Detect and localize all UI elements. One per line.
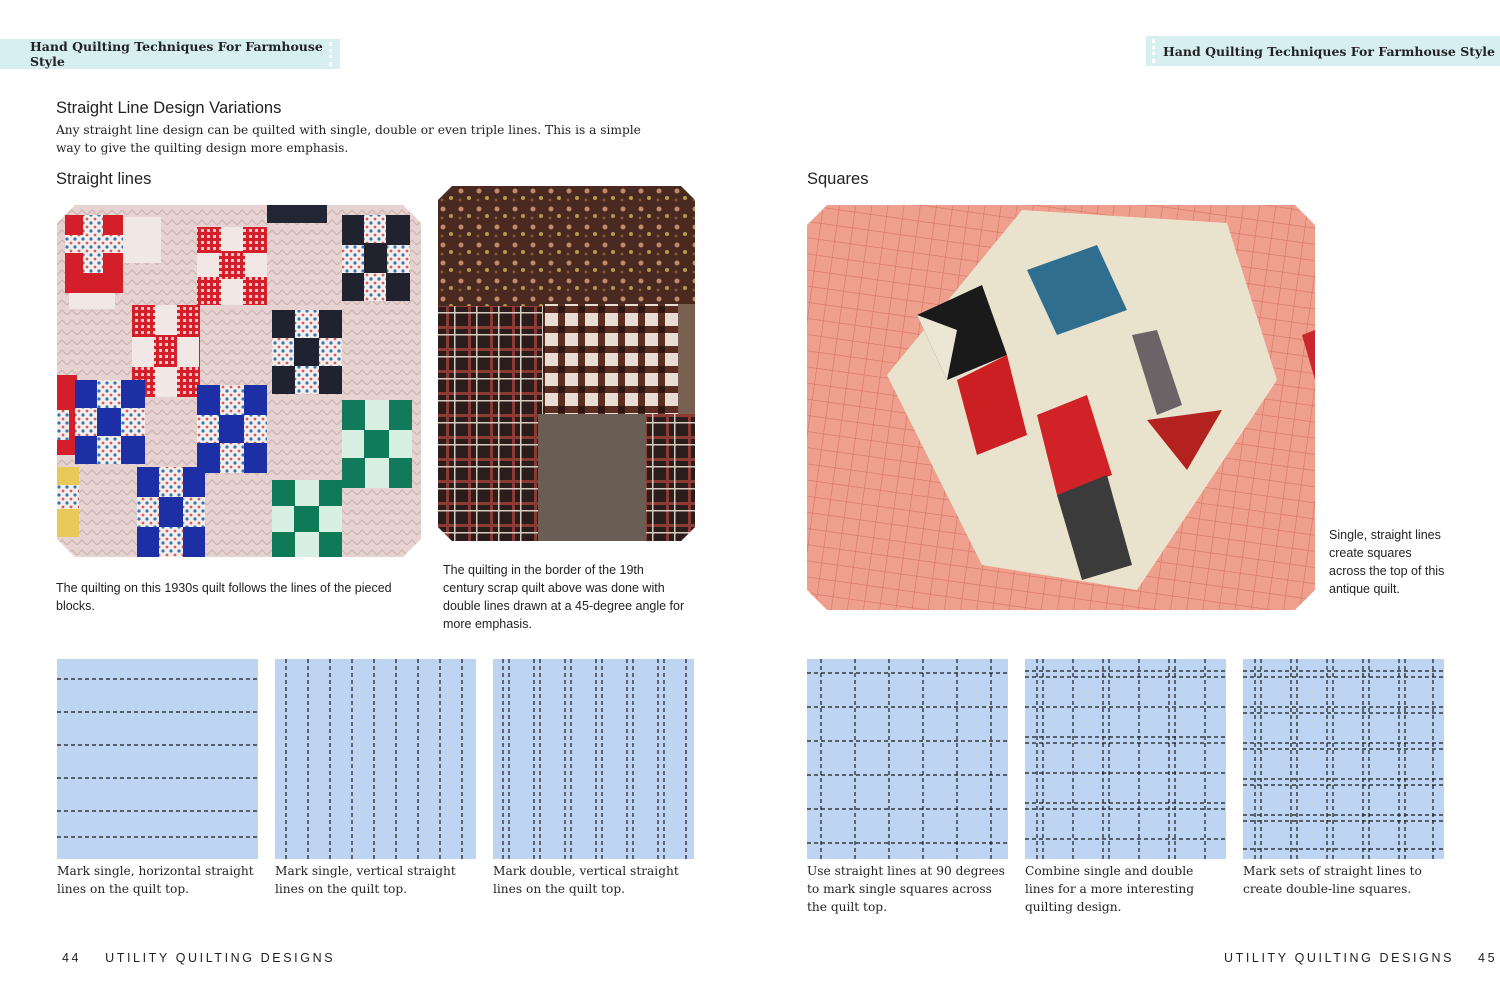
intro-paragraph: Any straight line design can be quilted with single, double or even triple lines. This is a simple way to give the quilting design more emphasis.	[56, 123, 641, 155]
footer-right	[1224, 951, 1497, 965]
diagram-caption-single-squares: Use straight lines at 90 degrees to mark single squares across the quilt top.	[807, 864, 1005, 914]
diagram-single-horizontal-lines	[57, 659, 258, 859]
photo-antique-quilt-squares	[807, 205, 1315, 610]
running-header-right-text: Hand Quilting Techniques For Farmhouse Style	[1163, 43, 1495, 59]
page-number-left: 44	[62, 951, 82, 965]
diagram-svg	[57, 659, 258, 859]
photo-19th-century-scrap-quilt	[438, 186, 695, 541]
diagram-single-vertical-lines	[275, 659, 476, 859]
diagram-single-and-double-lines	[1025, 659, 1226, 859]
section-title-squares: Squares	[807, 170, 869, 188]
diagram-svg	[493, 659, 694, 859]
page-number-right: 45	[1478, 951, 1498, 965]
diagram-double-vertical-lines	[493, 659, 694, 859]
running-header-left-text: Hand Quilting Techniques For Farmhouse Style	[30, 39, 323, 69]
diagram-caption-single-horizontal: Mark single, horizontal straight lines on the quilt top.	[57, 864, 254, 896]
footer-title-left: UTILITY QUILTING DESIGNS	[105, 951, 336, 965]
footer-title-right: UTILITY QUILTING DESIGNS	[1224, 951, 1455, 965]
footer-left	[62, 951, 335, 965]
section-title-straight-lines: Straight lines	[56, 170, 152, 188]
diagram-svg	[807, 659, 1008, 859]
photo-1930s-nine-patch-quilt	[57, 205, 421, 557]
photo-caption-antique-quilt: Single, straight lines create squares across the top of this antique quilt.	[1329, 528, 1445, 596]
stitch-divider	[329, 42, 332, 66]
photo-caption-scrap-quilt: The quilting in the border of the 19th century scrap quilt above was done with double lines drawn at a 45-degree angle for more emphasis.	[443, 563, 685, 631]
stitch-divider	[1152, 39, 1155, 63]
photo-caption-1930s-quilt: The quilting on this 1930s quilt follows the lines of the pieced blocks.	[56, 581, 392, 613]
diagram-caption-single-vertical: Mark single, vertical straight lines on the quilt top.	[275, 864, 456, 896]
diagram-double-line-squares	[1243, 659, 1444, 859]
page-heading: Straight Line Design Variations	[56, 99, 282, 117]
diagram-svg	[1025, 659, 1226, 859]
diagram-svg	[1243, 659, 1444, 859]
diagram-single-squares	[807, 659, 1008, 859]
diagram-svg	[275, 659, 476, 859]
running-header-left	[0, 39, 340, 69]
diagram-caption-double-line-squares: Mark sets of straight lines to create double-line squares.	[1243, 864, 1422, 896]
diagram-caption-single-and-double: Combine single and double lines for a more interesting quilting design.	[1025, 864, 1195, 914]
running-header-right	[1146, 36, 1500, 66]
diagram-caption-double-vertical: Mark double, vertical straight lines on the quilt top.	[493, 864, 679, 896]
